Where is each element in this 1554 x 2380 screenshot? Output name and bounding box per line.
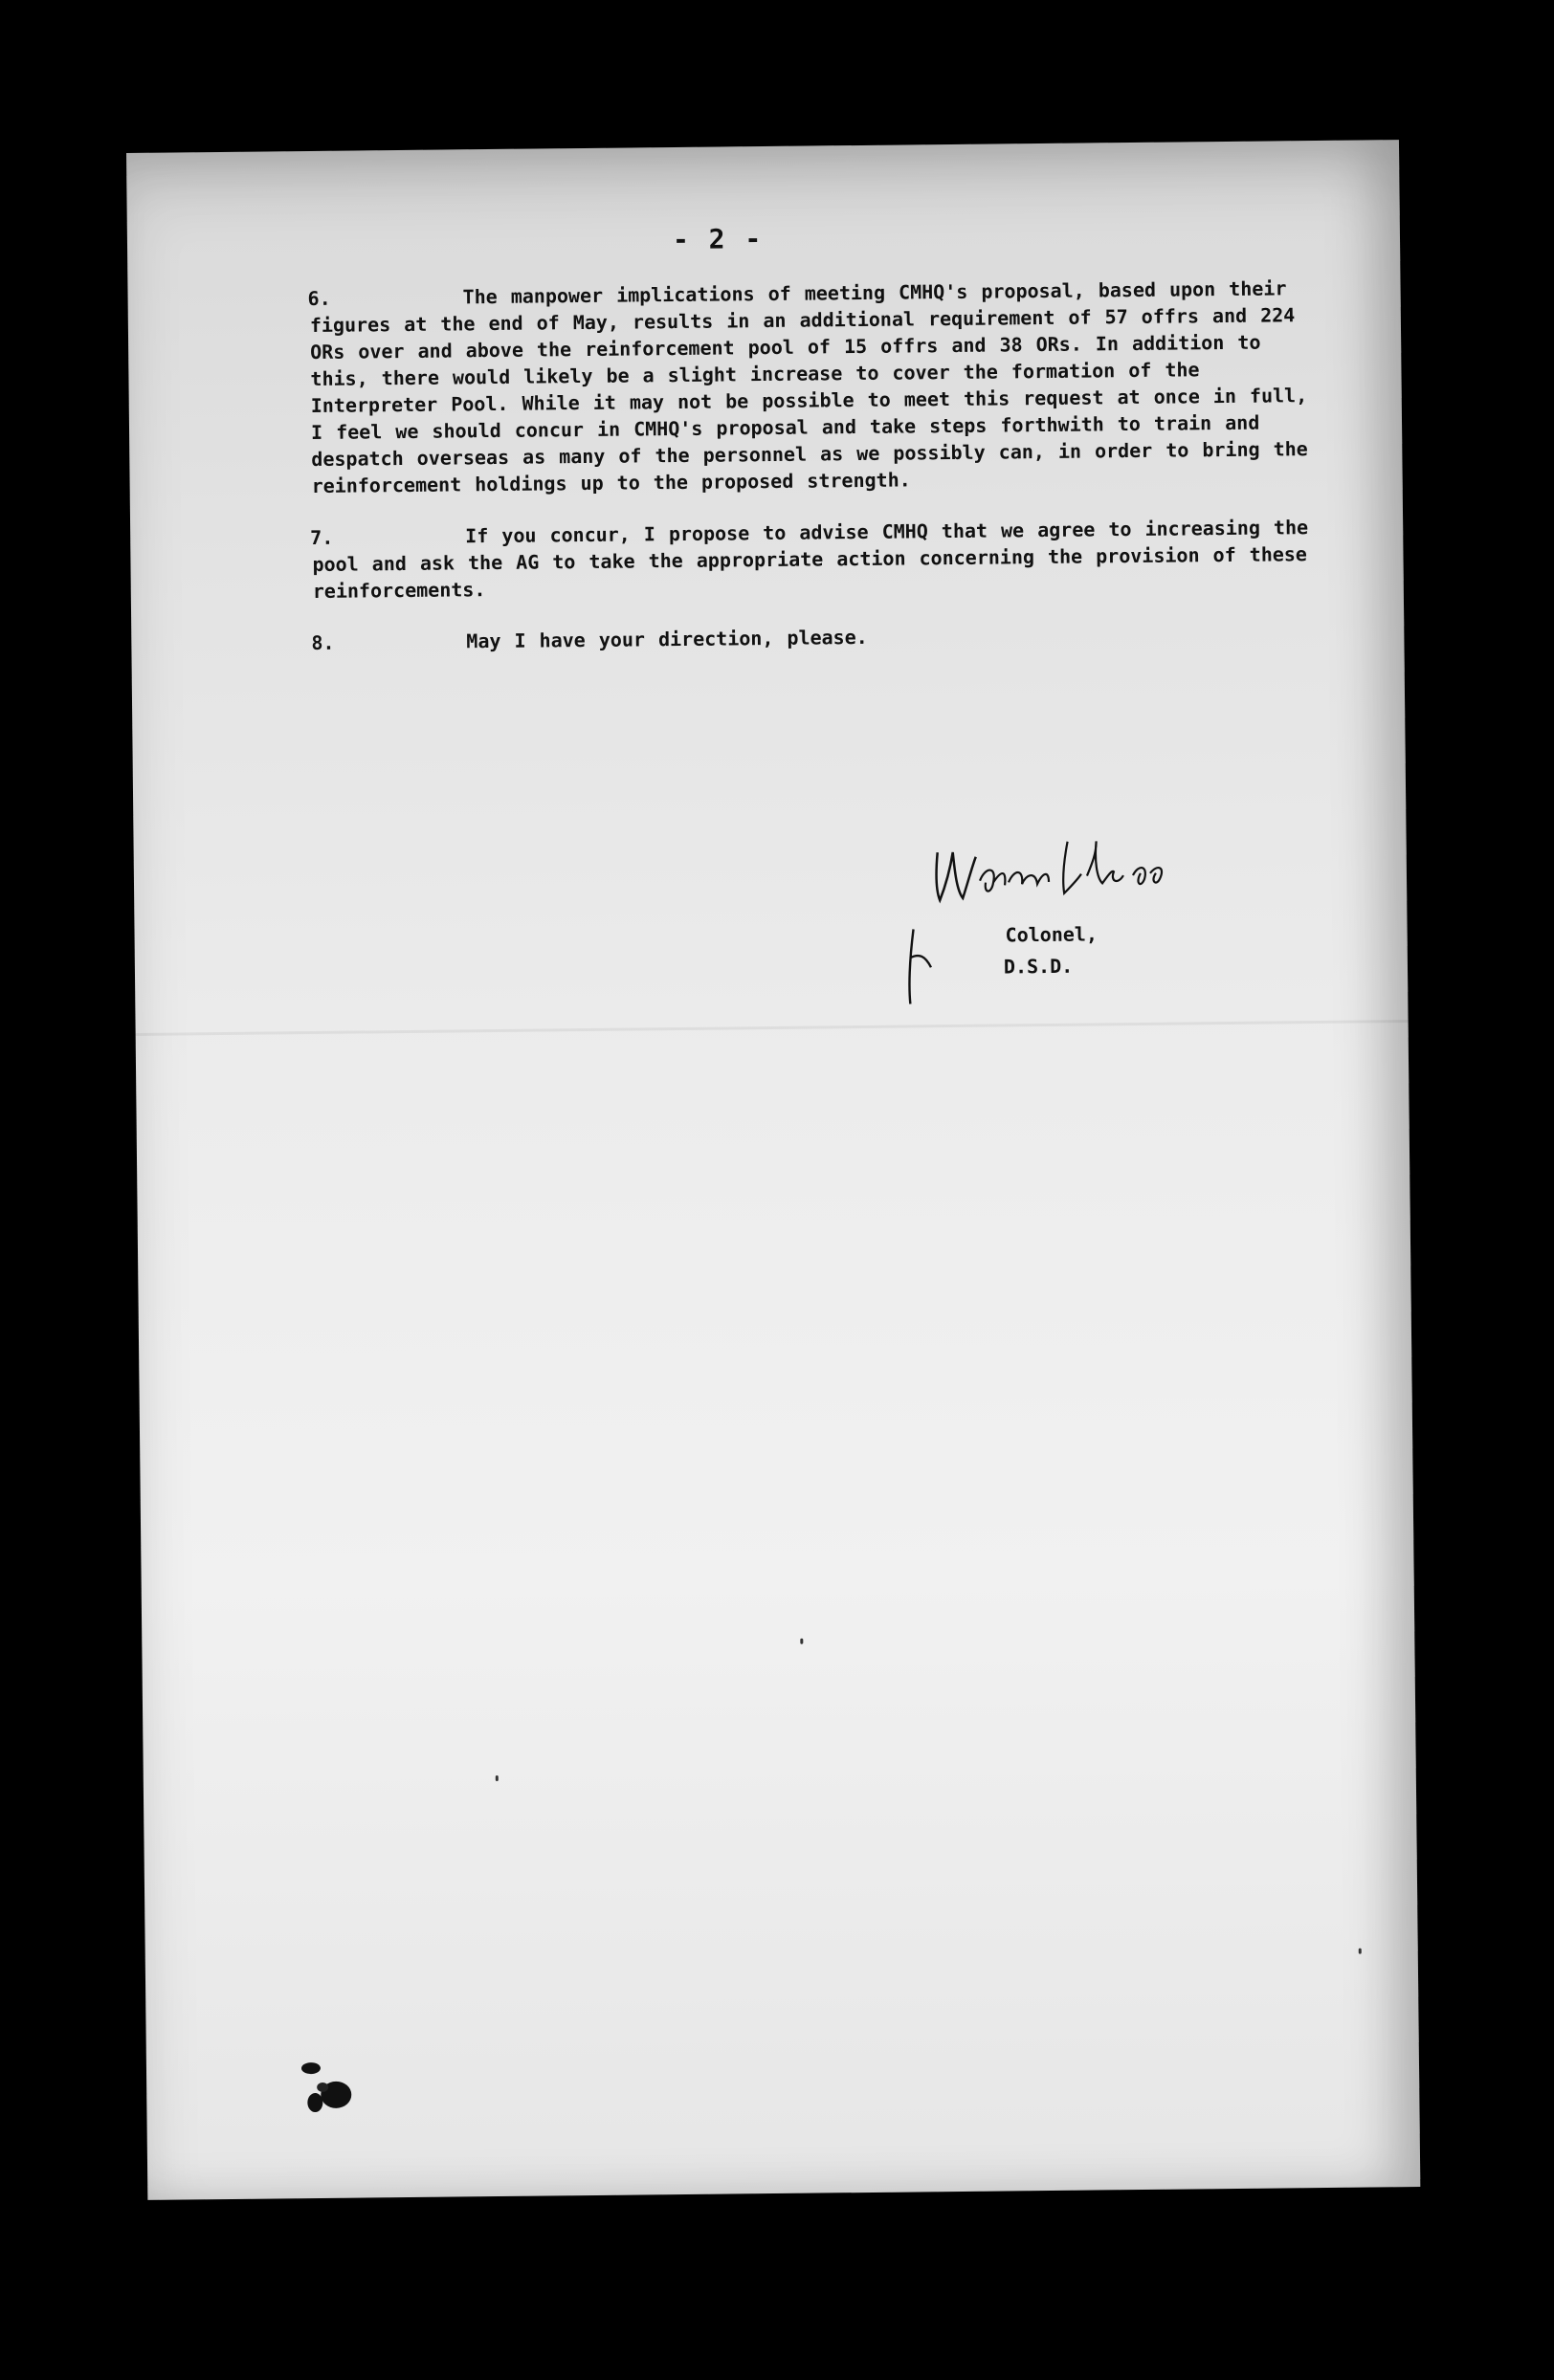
signature-rank: Colonel, bbox=[1005, 922, 1099, 947]
scan-speck bbox=[800, 1639, 803, 1644]
signature-block bbox=[879, 811, 1264, 1025]
paragraph-7 bbox=[312, 514, 1327, 605]
document-page bbox=[126, 140, 1420, 2200]
paragraph-text: The manpower implications of meeting CMHQ's proposal, based upon their figures at the end of May, results in an additional requirement of 57 offrs and 224 ORs over and above the reinforcement pool of 15 offrs and 38 ORs. In addition to this, there would likely be a slight increase to cover the formation of the Interpreter Pool. While it may not be possible to meet this request at once in full, I feel we should concur in CMHQ's proposal and take steps forthwith to train and despatch overseas as many of the personnel as we possibly can, in order to bring the reinforcement holdings up to the proposed strength. bbox=[309, 276, 1308, 497]
scan-speck bbox=[1359, 1949, 1362, 1954]
paragraph-text: May I have your direction, please. bbox=[466, 625, 868, 653]
paragraph-8 bbox=[313, 619, 1327, 656]
page-number: - 2 - bbox=[672, 223, 764, 256]
paragraph-text: If you concur, I propose to advise CMHQ that we agree to increasing the pool and ask the AG to take the appropriate action concerning the provision of these reinforcements. bbox=[312, 516, 1309, 603]
page-fold-line bbox=[136, 1020, 1409, 1036]
punch-hole-mark bbox=[290, 2054, 367, 2131]
paragraph-number: 8. bbox=[311, 630, 335, 655]
paragraph-number: 6. bbox=[307, 286, 331, 311]
scan-speck bbox=[496, 1775, 499, 1781]
paragraph-number: 7. bbox=[310, 525, 334, 550]
signature-unit: D.S.D. bbox=[1003, 954, 1074, 979]
paragraph-6 bbox=[309, 275, 1325, 499]
document-body bbox=[309, 275, 1327, 681]
